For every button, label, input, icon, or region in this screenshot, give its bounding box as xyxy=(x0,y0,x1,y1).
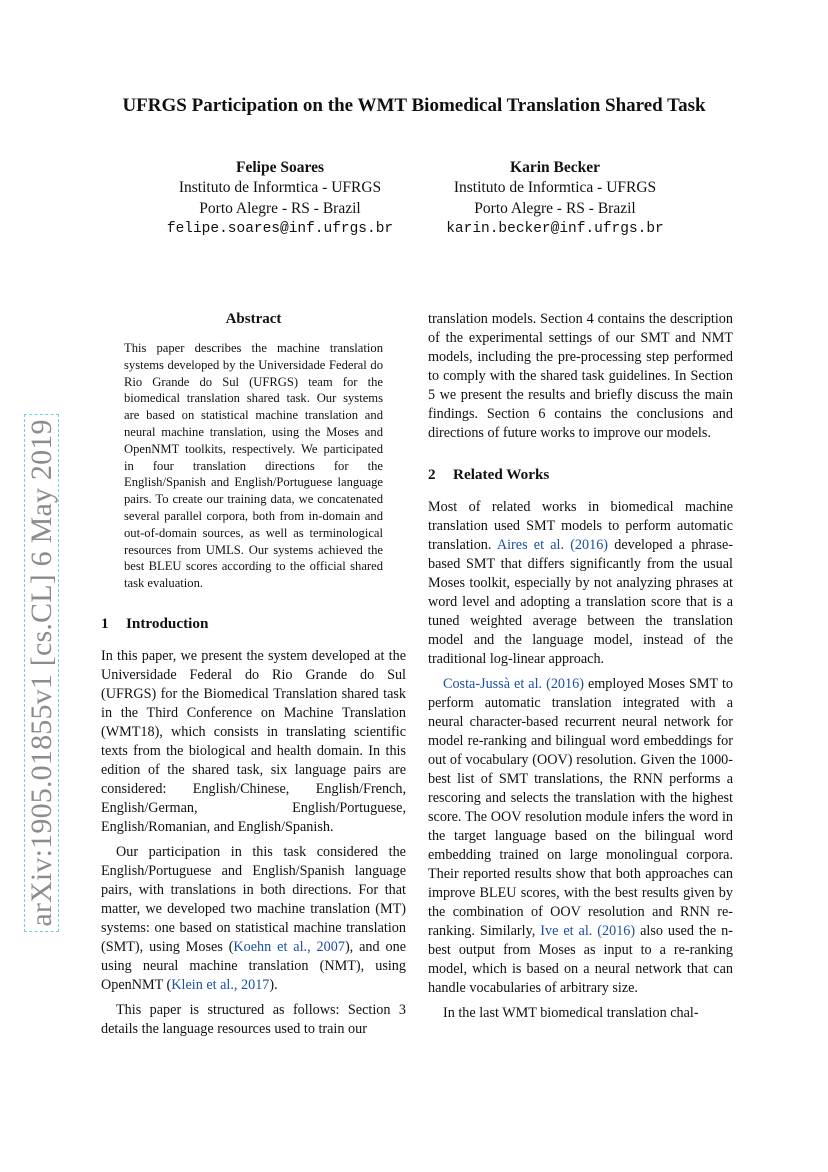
text-run: ). xyxy=(269,976,278,993)
paragraph xyxy=(428,498,733,669)
arxiv-identifier[interactable]: arXiv:1905.01855v1 [cs.CL] 6 May 2019 xyxy=(24,414,59,931)
author-block-1 xyxy=(140,158,420,239)
citation-link[interactable]: Costa-Jussà et al. (2016) xyxy=(443,676,584,692)
paragraph xyxy=(428,675,733,998)
author-affiliation: Instituto de Informtica - UFRGS xyxy=(178,179,382,197)
section-number: 1 xyxy=(101,614,109,632)
section-number: 2 xyxy=(428,466,436,483)
author-email[interactable]: karin.becker@inf.ufrgs.br xyxy=(446,220,664,237)
section-heading-introduction xyxy=(101,614,406,633)
arxiv-identifier-link[interactable] xyxy=(25,333,59,1013)
section-heading-related-works xyxy=(428,465,733,484)
author-location: Porto Alegre - RS - Brazil xyxy=(199,199,361,217)
author-name: Karin Becker xyxy=(510,159,600,176)
author-affiliation: Instituto de Informtica - UFRGS xyxy=(453,179,657,197)
text-run: ), and one using neural machine translation (NMT), using OpenNMT ( xyxy=(101,938,406,993)
paragraph: translation models. Section 4 contains the description of the experimental settings of our SMT and NMT models, including the pre-processing step performed to comply with the shared task guidelines. In Section 5 we present the results and briefly discuss the main findings. Section 6 contains the conclusions and directions of future works to improve our models. xyxy=(428,311,733,441)
paragraph xyxy=(101,843,406,995)
text-run: also used the n-best output from Moses as input to a re-ranking model, which is based on a neural network that can handle vocabularies of arbitrary size. xyxy=(428,923,733,996)
text-run: Our participation in this task considered the English/Portuguese and English/Spanish language pairs, with translations in both directions. For that matter, we developed two machine translation (MT) systems: one based on statistical machine translation (SMT), using Moses ( xyxy=(101,843,406,955)
paper-title: UFRGS Participation on the WMT Biomedical Translation Shared Task xyxy=(122,95,706,116)
section-title: Introduction xyxy=(126,614,209,632)
paragraph: This paper is structured as follows: Section 3 details the language resources used to train our xyxy=(101,1001,406,1037)
paragraph: In the last WMT biomedical translation chal- xyxy=(443,1005,699,1021)
abstract-heading: Abstract xyxy=(225,311,282,327)
right-column xyxy=(428,310,733,1023)
citation-link[interactable]: Aires et al. (2016) xyxy=(496,537,609,553)
text-run: developed a phrase-based SMT that differs significantly from the usual Moses toolkit, especially by not analyzing phrases at word level and adopting a translation score that is a tuned weighted average between the translation model and the language model, instead of the traditional log-linear approach. xyxy=(428,537,733,667)
citation-link[interactable]: Klein et al., 2017 xyxy=(171,976,270,993)
citation-link[interactable]: Koehn et al., 2007 xyxy=(233,938,345,955)
citation-link[interactable]: Ive et al. (2016) xyxy=(540,923,636,939)
text-run: Most of related works in biomedical machine translation used SMT models to perform automatic translation. xyxy=(428,499,733,553)
paragraph: In this paper, we present the system developed at the Universidade Federal do Rio Grande do Sul (UFRGS) for the Biomedical Translation shared task in the Third Conference on Machine Translation (WMT18), which consists in translating scientific texts from the biological and health domain. In this edition of the shared task, six language pairs are considered: English/Chinese, English/French, English/German, English/Portuguese, English/Romanian, and English/Spanish. xyxy=(101,647,406,835)
author-block-2 xyxy=(425,158,685,239)
author-name: Felipe Soares xyxy=(236,159,324,176)
section-title: Related Works xyxy=(453,466,550,483)
text-run: employed Moses SMT to perform automatic translation integrated with a neural character-based recurrent neural network for model re-ranking and bilingual word embeddings for out of vocabulary (OOV) resolution. Given the 1000-best list of SMT translations, the RNN performs a rescoring and selects the translation with the highest score. The OOV resolution module infers the word in the target language based on the bilingual word embedding trained on large monolingual corpora. Their reported results show that both approaches can improve BLEU scores, with the best results given by the combination of OOV resolution and RNN re-ranking. Similarly, xyxy=(428,676,733,939)
abstract-text: This paper describes the machine translation systems developed by the Universidade Federal do Rio Grande do Sul (UFRGS) team for the biomedical translation shared task. Our systems are based on statistical machine translation and neural machine translation, using the Moses and OpenNMT toolkits, respectively. We participated in four translation directions for the English/Spanish and English/Portuguese language pairs. To create our training data, we concatenated several parallel corpora, both from in-domain and out-of-domain sources, as well as terminological resources from UMLS. Our systems achieved the best BLEU scores according to the official shared task evaluation. xyxy=(124,341,383,591)
author-location: Porto Alegre - RS - Brazil xyxy=(474,199,636,217)
author-email[interactable]: felipe.soares@inf.ufrgs.br xyxy=(166,220,394,237)
left-column xyxy=(101,310,406,1039)
arxiv-sidebar xyxy=(20,338,64,1008)
